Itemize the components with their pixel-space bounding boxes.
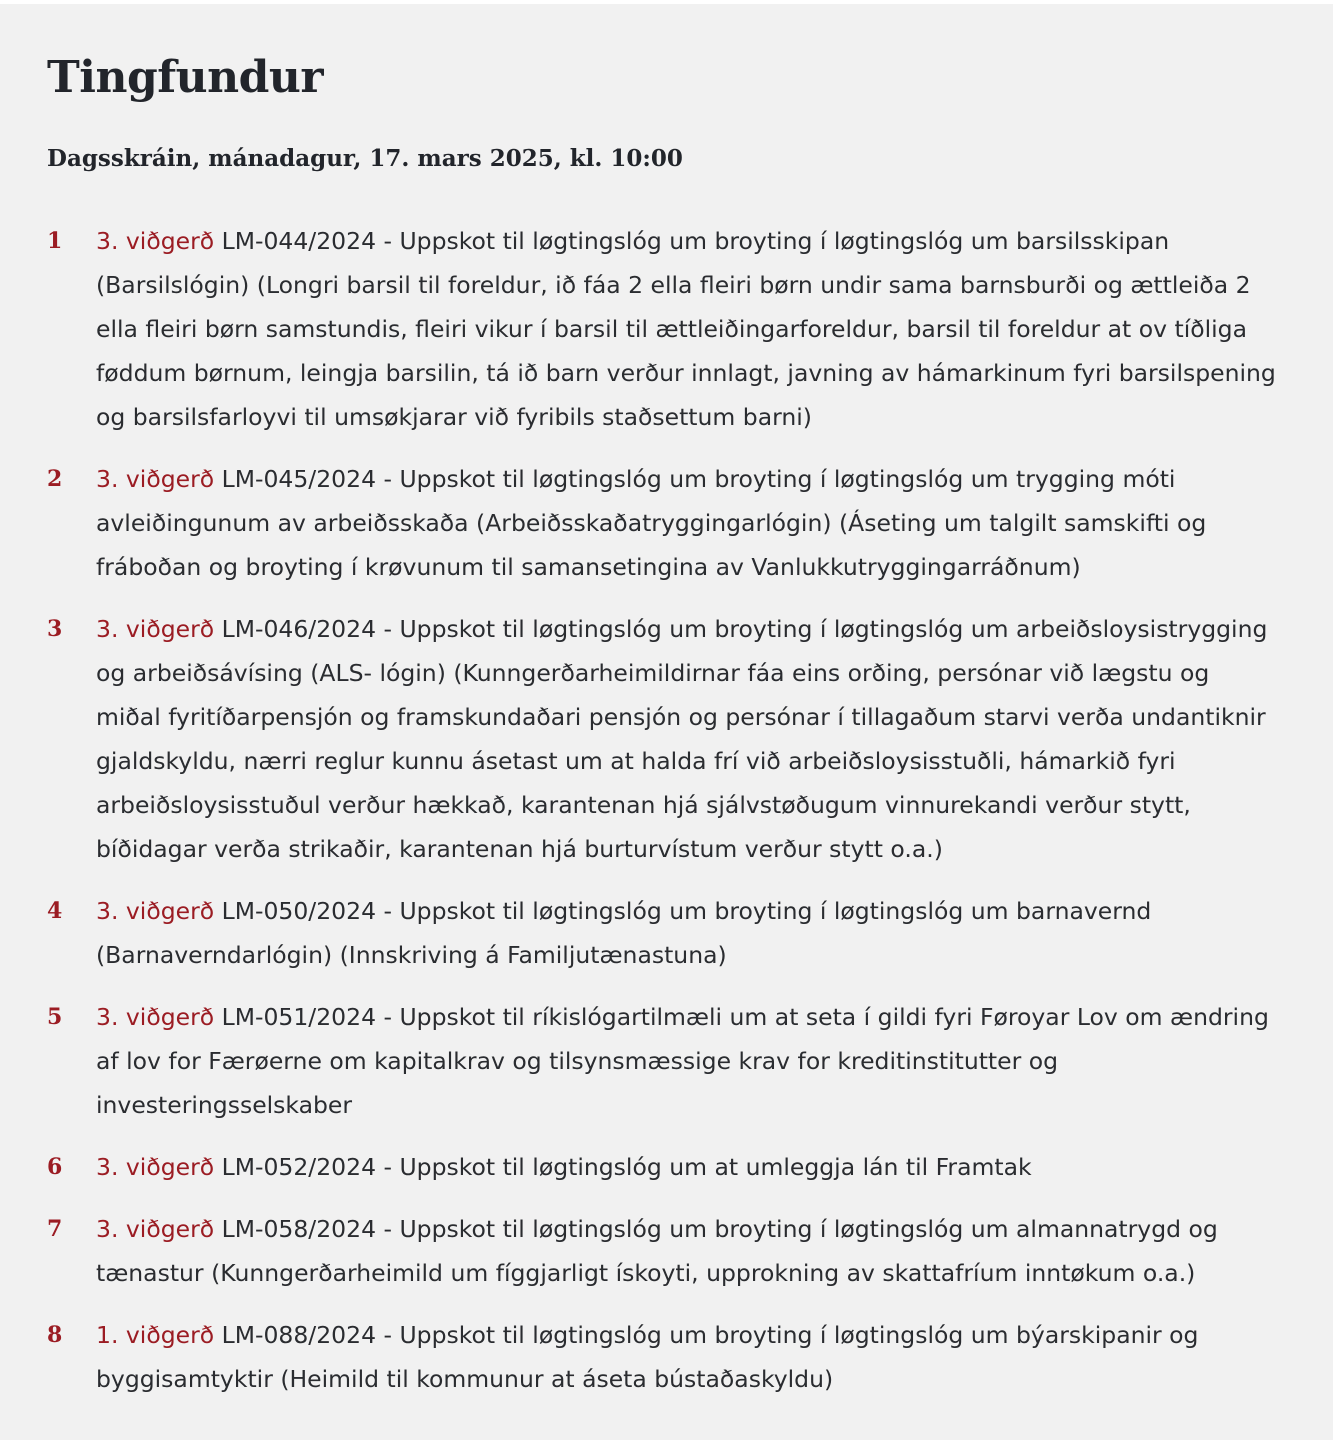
agenda-item — [47, 995, 1277, 1127]
page-title: Tingfundur — [47, 52, 324, 103]
item-reading-link[interactable]: 3. viðgerð — [96, 1215, 215, 1243]
item-reading-link[interactable]: 3. viðgerð — [96, 1153, 215, 1181]
agenda-item — [47, 457, 1277, 589]
item-title-link[interactable]: LM-050/2024 - Uppskot til løgtingslóg um broyting í løgtingslóg um barnavernd (Barnaverndarlógin) (Innskriving á Familjutænastuna) — [96, 897, 1152, 969]
item-reading-link[interactable]: 3. viðgerð — [96, 465, 215, 493]
item-number: 4 — [47, 898, 63, 924]
agenda-list — [47, 219, 1277, 1401]
item-title-link[interactable]: LM-088/2024 - Uppskot til løgtingslóg um broyting í løgtingslóg um býarskipanir og byggisamtyktir (Heimild til kommunur at áseta bústaðaskyldu) — [96, 1321, 1199, 1393]
agenda-item — [47, 1145, 1277, 1189]
item-title-link[interactable]: LM-058/2024 - Uppskot til løgtingslóg um broyting í løgtingslóg um almannatrygd og tænastur (Kunngerðarheimild um fíggjarligt ískoyti, upprokning av skattafríum inntøkum o.a.) — [96, 1215, 1218, 1287]
item-title-link[interactable]: LM-051/2024 - Uppskot til ríkislógartilmæli um at seta í gildi fyri Føroyar Lov om ændring af lov for Færøerne om kapitalkrav og tilsynsmæssige krav for kreditinstitutter og investeringsselskaber — [96, 1003, 1269, 1119]
item-title-link[interactable]: LM-052/2024 - Uppskot til løgtingslóg um at umleggja lán til Framtak — [221, 1153, 1032, 1181]
item-reading-link[interactable]: 3. viðgerð — [96, 897, 215, 925]
item-title-link[interactable]: LM-046/2024 - Uppskot til løgtingslóg um broyting í løgtingslóg um arbeiðsloysistrygging og arbeiðsávísing (ALS- lógin) (Kunngerðarheimildirnar fáa eins orðing, persónar við lægstu og miðal fyritíðarpensjón og framskundaðari pensjón og persónar í tillagaðum starvi verða undantiknir gjaldskyldu, nærri reglur kunnu ásetast um at halda frí við arbeiðsloysisstuðli, hámarkið fyri arbeiðsloysisstuðul verður hækkað, karantenan hjá sjálvstøðugum vinnurekandi verður stytt, bíðidagar verða strikaðir, karantenan hjá burturvístum verður stytt o.a.) — [96, 615, 1268, 863]
item-number: 7 — [47, 1216, 63, 1242]
item-reading-link[interactable]: 3. viðgerð — [96, 1003, 215, 1031]
item-number: 5 — [47, 1004, 63, 1030]
item-number: 3 — [47, 616, 63, 642]
item-reading-link[interactable]: 3. viðgerð — [96, 227, 215, 255]
item-number: 1 — [47, 228, 63, 254]
item-title-link[interactable]: LM-044/2024 - Uppskot til løgtingslóg um broyting í løgtingslóg um barsilsskipan (Barsilslógin) (Longri barsil til foreldur, ið fáa 2 ella fleiri børn undir sama barnsburði og ættleiða 2 ella fleiri børn samstundis, fleiri vikur í barsil til ættleiðingarforeldur, barsil til foreldur at ov tíðliga føddum børnum, leingja barsilin, tá ið barn verður innlagt, javning av hámarkinum fyri barsilspening og barsilsfarloyvi til umsøkjarar við fyribils staðsettum barni) — [96, 227, 1276, 431]
agenda-item — [47, 607, 1277, 871]
item-number: 2 — [47, 466, 63, 492]
agenda-item — [47, 889, 1277, 977]
item-number: 6 — [47, 1154, 63, 1180]
item-number: 8 — [47, 1322, 63, 1348]
main-content — [0, 4, 1333, 1440]
item-title-link[interactable]: LM-045/2024 - Uppskot til løgtingslóg um broyting í løgtingslóg um trygging móti avleiðingunum av arbeiðsskaða (Arbeiðsskaðatryggingarlógin) (Áseting um talgilt samskifti og fráboðan og broyting í krøvunum til samansetingina av Vanlukkutryggingarráðnum) — [96, 465, 1207, 581]
agenda-heading: Dagsskráin, mánadagur, 17. mars 2025, kl. 10:00 — [47, 145, 683, 172]
agenda-item — [47, 1313, 1277, 1401]
agenda-item — [47, 219, 1277, 439]
item-reading-link[interactable]: 1. viðgerð — [96, 1321, 215, 1349]
item-reading-link[interactable]: 3. viðgerð — [96, 615, 215, 643]
agenda-item — [47, 1207, 1277, 1295]
